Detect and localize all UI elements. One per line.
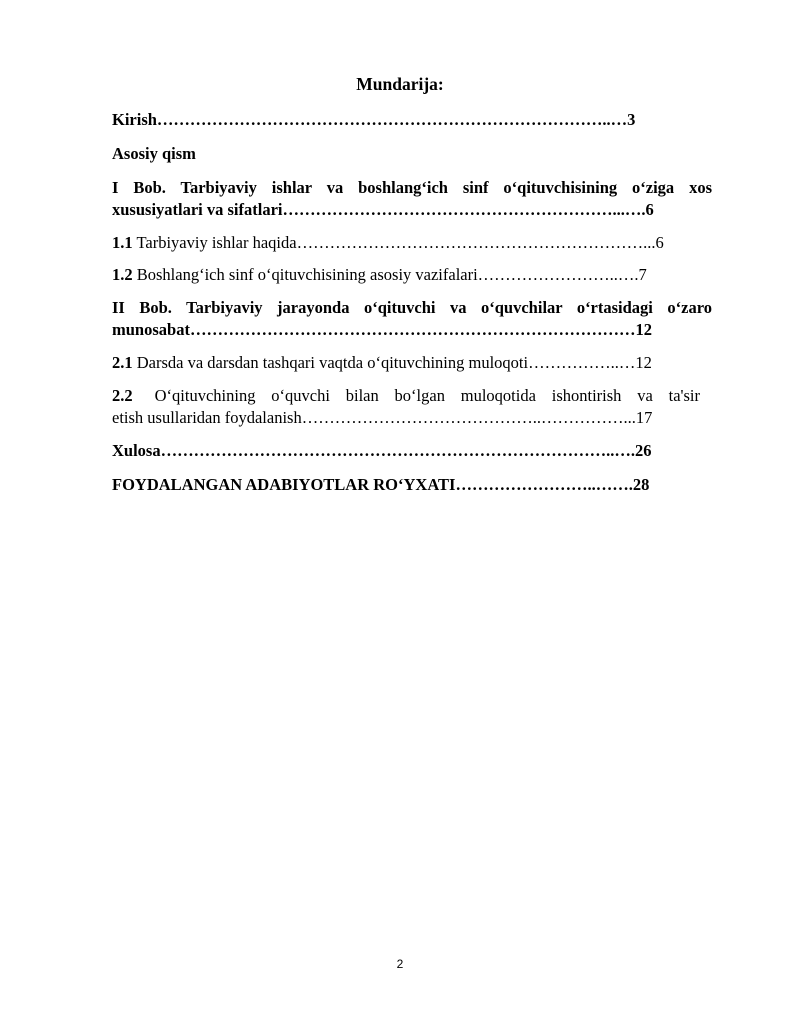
toc-entry-2-2-line-1 (112, 386, 700, 406)
toc-entry-adabiyotlar: FOYDALANGAN ADABIYOTLAR RO‘YXATI……………………..…….28 (112, 475, 650, 494)
page-number: 2 (396, 957, 404, 971)
toc-entry-chapter-1-line-2: xususiyatlari va sifatlari……………………………………………………...….6 (112, 200, 654, 219)
toc-entry-2-2-line-2: etish usullaridan foydalanish……………………………………..……………...17 (112, 408, 653, 427)
page-title: Mundarija: (356, 74, 444, 94)
toc-entry-chapter-2-line-1: II Bob. Tarbiyaviy jarayonda o‘qituvchi va o‘quvchilar o‘rtasidagi o‘zaro (112, 298, 712, 317)
toc-entry-2-1 (112, 353, 712, 373)
section-number: 2.2 (112, 386, 133, 405)
section-title: O‘qituvchining o‘quvchi bilan bo‘lgan muloqotida ishontirish va ta'sir (154, 386, 700, 405)
section-number: 1.2 (112, 265, 133, 284)
toc-entry-kirish: Kirish………………………………………………………………………..…3 (112, 110, 636, 129)
section-number: 1.1 (112, 233, 133, 252)
section-title: Boshlang‘ich sinf o‘qituvchisining asosiy vazifalari……………………..….7 (132, 265, 647, 284)
section-title: Tarbiyaviy ishlar haqida………………………………………………………...6 (132, 233, 664, 252)
toc-heading-asosiy-qism: Asosiy qism (112, 144, 196, 163)
toc-entry-1-2 (112, 265, 712, 285)
section-number: 2.1 (112, 353, 133, 372)
toc-entry-1-1 (112, 233, 712, 253)
toc-entry-chapter-2-line-2: munosabat………………………………………………………………………12 (112, 320, 652, 339)
toc-entry-chapter-1-line-1: I Bob. Tarbiyaviy ishlar va boshlang‘ich sinf o‘qituvchisining o‘ziga xos (112, 178, 712, 197)
section-title: Darsda va darsdan tashqari vaqtda o‘qituvchining muloqoti……………..…12 (132, 353, 652, 372)
toc-entry-xulosa: Xulosa………………………………………………………………………..….26 (112, 441, 652, 460)
